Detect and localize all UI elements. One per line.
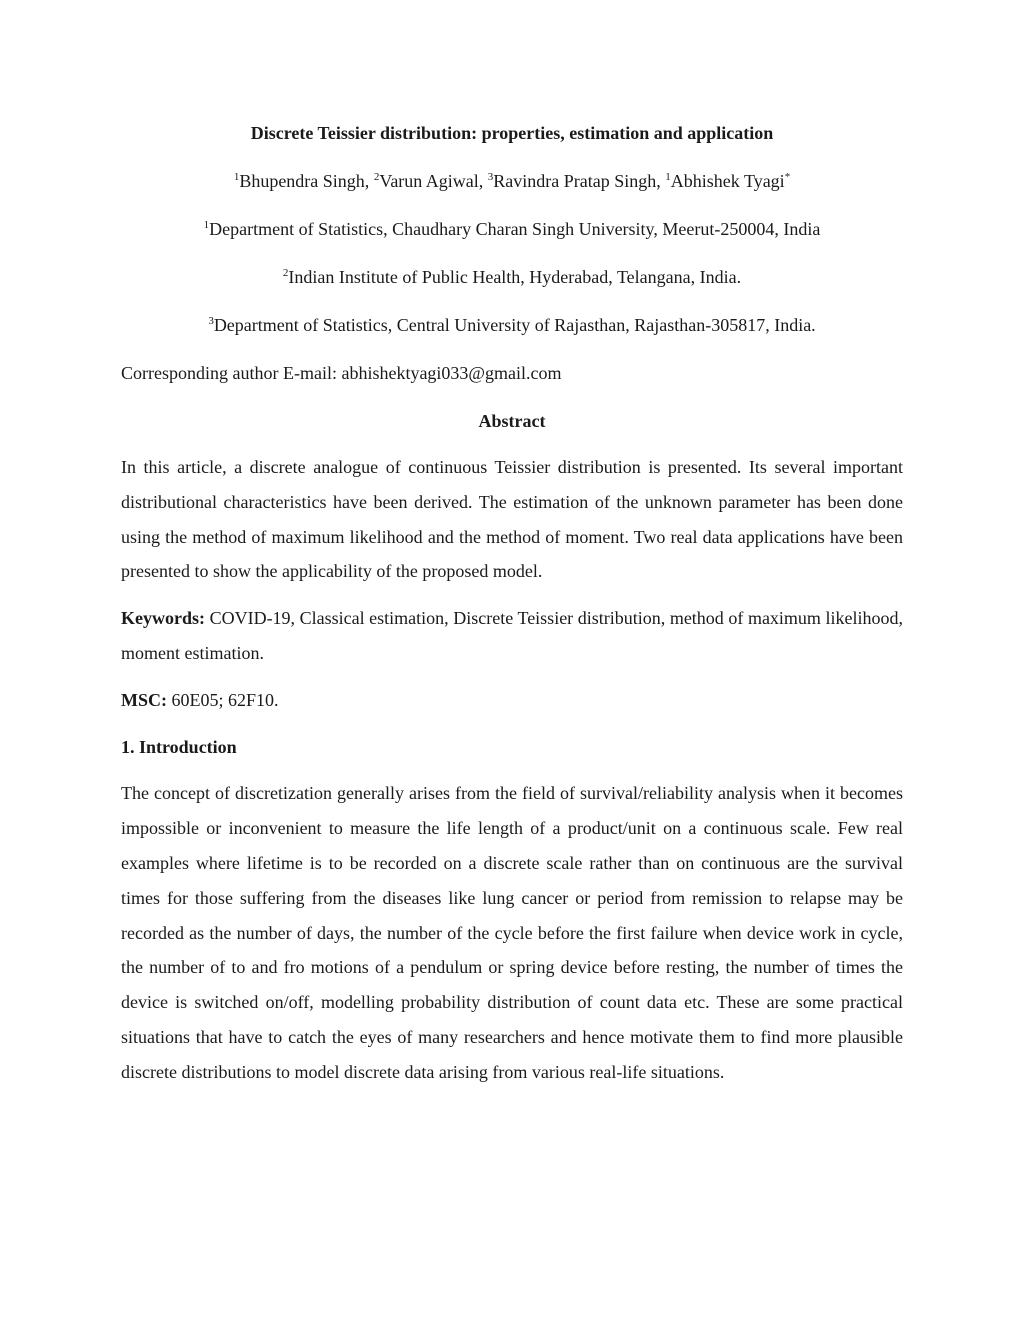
author-3-affiliation-mark: 3 xyxy=(487,171,494,183)
corresponding-author-mark: * xyxy=(784,171,791,183)
section-1-body: The concept of discretization generally arises from the field of survival/reliability analysis when it becomes impossible or inconvenient to measure the life length of a product/unit on a continuous scale. Few real examples where lifetime is to be recorded on a discrete scale rather than on continuous are the survival times for those suffering from the diseases like lung cancer or period from remission to relapse may be recorded as the number of days, the number of the cycle before the first failure when device work in cycle, the number of to and fro motions of a pendulum or spring device before resting, the number of times the device is switched on/off, modelling probability distribution of count data etc. These are some practical situations that have to catch the eyes of many researchers and hence motivate them to find more plausible discrete distributions to model discrete data arising from various real-life situations. xyxy=(121,783,903,1082)
affiliation-2-text: Indian Institute of Public Health, Hyderabad, Telangana, India. xyxy=(288,267,742,287)
keywords-text: COVID-19, Classical estimation, Discrete Teissier distribution, method of maximum likelihood, moment estimation. xyxy=(121,608,903,663)
msc-line xyxy=(121,683,903,718)
author-list xyxy=(121,166,903,196)
section-1-heading: 1. Introduction xyxy=(121,736,237,757)
abstract-heading: Abstract xyxy=(478,411,546,431)
author-1-affiliation-mark: 1 xyxy=(233,171,240,183)
author-3-name: Ravindra Pratap Singh, xyxy=(493,171,666,191)
affiliation-2 xyxy=(121,262,903,292)
author-4-name: Abhishek Tyagi xyxy=(670,171,785,191)
affiliation-1-mark: 1 xyxy=(203,219,210,231)
affiliation-1-text: Department of Statistics, Chaudhary Charan Singh University, Meerut-250004, India xyxy=(209,219,821,239)
paper-title: Discrete Teissier distribution: properties, estimation and application xyxy=(250,123,774,143)
affiliation-3 xyxy=(121,310,903,340)
author-1-name: Bhupendra Singh, xyxy=(239,171,374,191)
author-2-affiliation-mark: 2 xyxy=(373,171,380,183)
msc-label: MSC: xyxy=(121,689,167,710)
author-4-affiliation-mark: 1 xyxy=(665,171,671,183)
affiliation-1 xyxy=(121,214,903,244)
author-2-name: Varun Agiwal, xyxy=(379,171,488,191)
keywords-label: Keywords: xyxy=(121,608,205,629)
affiliation-3-text: Department of Statistics, Central University of Rajasthan, Rajasthan-305817, India. xyxy=(213,315,816,335)
paper-page xyxy=(121,118,903,1090)
msc-codes: 60E05; 62F10. xyxy=(167,689,279,710)
affiliation-3-mark: 3 xyxy=(208,315,214,327)
corresponding-author-email: Corresponding author E-mail: abhishektyagi033@gmail.com xyxy=(121,363,562,383)
abstract-text: In this article, a discrete analogue of continuous Teissier distribution is presented. Its several important distributional characteristics have been derived. The estimation of the unknown parameter has been done using the method of maximum likelihood and the method of moment. Two real data applications have been presented to show the applicability of the proposed model. xyxy=(121,457,903,582)
keywords-paragraph xyxy=(121,601,903,671)
affiliation-2-mark: 2 xyxy=(282,267,289,279)
